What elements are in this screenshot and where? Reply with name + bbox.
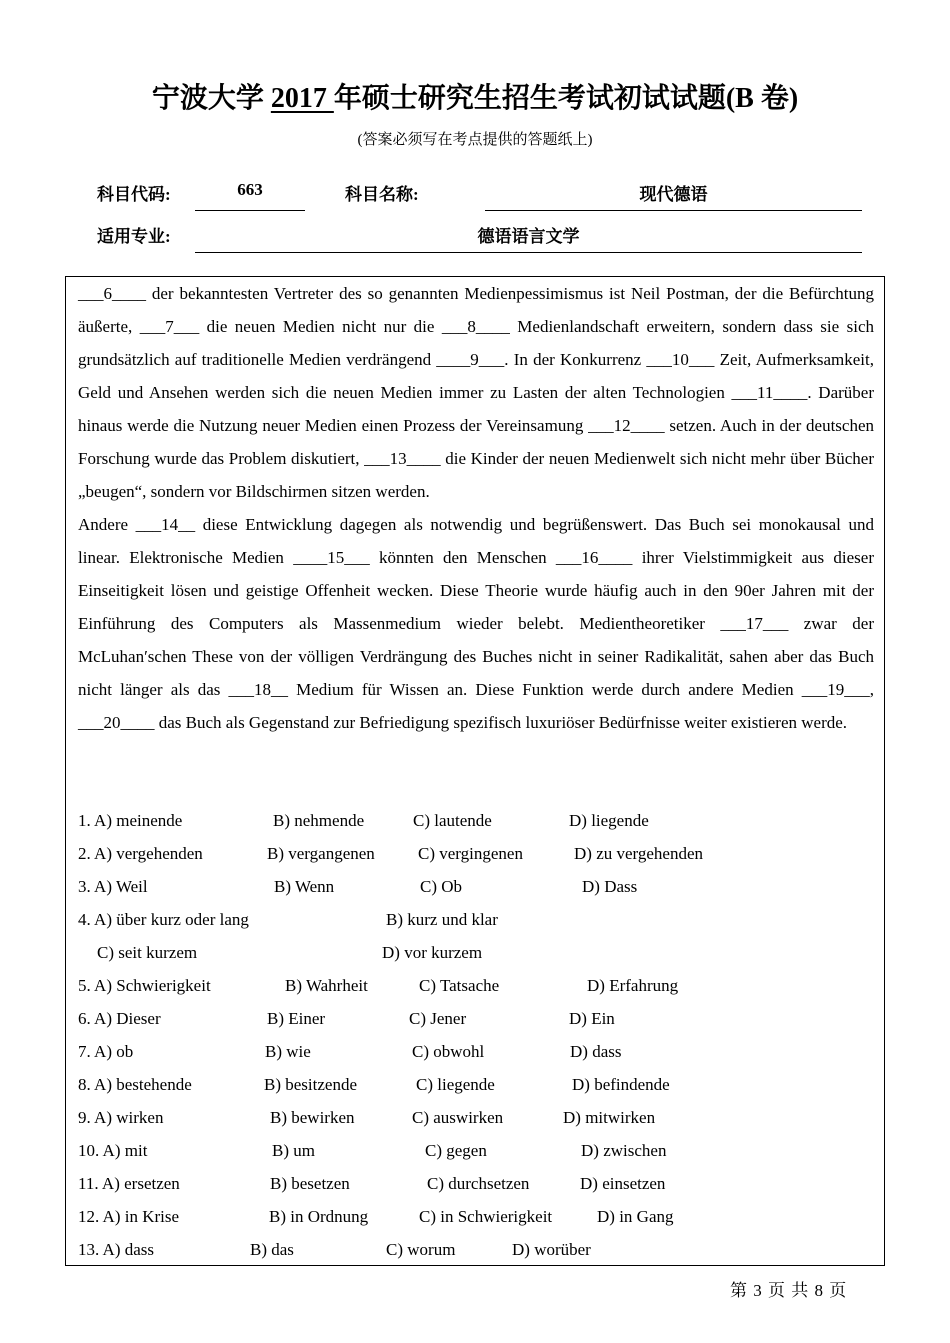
option-b: B) in Ordnung — [269, 1207, 369, 1226]
passage-paragraph-2: Andere ___14__ diese Entwicklung dagegen als notwendig und begrüßenswert. Das Buch sei monokausal und linear. Elektronische Medien ____15___ könnten den Menschen ___16____ ihrer Vielstimmigkeit aus dieser Einseitigkeit lösen und geistige Offenheit wecken. Diese Theorie wurde häufig auch in den 90er Jahren mit der Einführung des Computers als Massenmedium wieder belebt. Medientheoretiker ___17___ zwar der McLuhan′schen These von der völligen Verdrängung des Buches nicht in seiner Radikalität, sahen aber das Buch nicht länger als das ___18__ Medium für Wissen an. Diese Funktion werde durch andere Medien ___19___, ___20____ das Buch als Gegenstand zur Befriedigung spezifisch luxuriöser Bedürfnisse weiter existieren werde. — [78, 515, 874, 732]
option-a: 2. A) vergehenden — [78, 844, 203, 863]
title-prefix: 宁波大学 — [151, 83, 271, 114]
question-5 — [78, 969, 878, 1002]
major-label: 适用专业: — [97, 227, 171, 246]
major-value: 德语语言文学 — [195, 222, 862, 253]
question-12 — [78, 1200, 878, 1233]
option-c: C) worum — [386, 1240, 456, 1259]
question-4 — [78, 903, 878, 936]
option-c: C) obwohl — [412, 1042, 485, 1061]
option-c: C) seit kurzem — [97, 943, 198, 962]
option-b: B) nehmende — [273, 811, 365, 830]
option-b: B) vergangenen — [267, 844, 375, 863]
answer-note: (答案必须写在考点提供的答题纸上) — [357, 132, 593, 148]
option-a: 4. A) über kurz oder lang — [78, 910, 249, 929]
option-d: D) in Gang — [597, 1207, 674, 1226]
option-d: D) dass — [570, 1042, 622, 1061]
option-b: B) um — [272, 1141, 315, 1160]
title-suffix: 年硕士研究生招生考试初试试题(B 卷) — [333, 83, 799, 114]
option-b: B) besetzen — [270, 1174, 350, 1193]
question-11 — [78, 1167, 878, 1200]
subject-code-value: 663 — [195, 180, 305, 211]
question-8 — [78, 1068, 878, 1101]
question-1 — [78, 804, 878, 837]
option-d: D) befindende — [572, 1075, 670, 1094]
option-b: B) das — [250, 1240, 294, 1259]
question-4-continued — [78, 936, 878, 969]
option-d: D) einsetzen — [580, 1174, 666, 1193]
option-d: D) worüber — [512, 1240, 591, 1259]
option-a: 1. A) meinende — [78, 811, 183, 830]
option-c: C) durchsetzen — [427, 1174, 530, 1193]
question-3 — [78, 870, 878, 903]
option-d: D) mitwirken — [563, 1108, 656, 1127]
option-b: B) Wenn — [274, 877, 335, 896]
option-a: 13. A) dass — [78, 1240, 155, 1259]
option-d: D) zu vergehenden — [574, 844, 704, 863]
option-a: 10. A) mit — [78, 1141, 148, 1160]
option-a: 8. A) bestehende — [78, 1075, 192, 1094]
question-10 — [78, 1134, 878, 1167]
option-d: D) liegende — [569, 811, 649, 830]
option-a: 5. A) Schwierigkeit — [78, 976, 211, 995]
question-6 — [78, 1002, 878, 1035]
question-9 — [78, 1101, 878, 1134]
option-b: B) kurz und klar — [386, 910, 498, 929]
option-a: 7. A) ob — [78, 1042, 134, 1061]
option-b: B) Einer — [267, 1009, 326, 1028]
option-a: 3. A) Weil — [78, 877, 148, 896]
page-number: 第 3 页 共 8 页 — [730, 1281, 848, 1300]
option-b: B) besitzende — [264, 1075, 357, 1094]
option-d: D) Erfahrung — [587, 976, 679, 995]
option-a: 6. A) Dieser — [78, 1009, 161, 1028]
subject-name-label: 科目名称: — [345, 185, 419, 204]
option-d: D) Dass — [582, 877, 638, 896]
passage-paragraph-1: ___6____ der bekanntesten Vertreter des so genannten Medienpessimismus ist Neil Postman, der die Befürchtung äußerte, ___7___ die neuen Medien nicht nur die ___8____ Medienlandschaft erweitern, sondern dass sie sich grundsätzlich auf traditionelle Medien verdrängend ____9___. In der Konkurrenz ___10___ Zeit, Aufmerksamkeit, Geld und Ansehen werden sich die neuen Medien immer zu Lasten der alten Technologien ___11____. Darüber hinaus werde die Nutzung neuer Medien einen Prozess der Vereinsamung ___12____ setzen. Auch in der deutschen Forschung wurde das Problem diskutiert, ___13____ die Kinder der neuen Medienwelt sich nicht mehr über Bücher „beugen“, sondern vor Bildschirmen sitzen werden. — [78, 284, 874, 501]
option-d: D) Ein — [569, 1009, 615, 1028]
option-c: C) in Schwierigkeit — [419, 1207, 553, 1226]
subject-code-label: 科目代码: — [97, 185, 171, 204]
option-c: C) Tatsache — [419, 976, 500, 995]
question-2 — [78, 837, 878, 870]
option-a: 9. A) wirken — [78, 1108, 164, 1127]
question-7 — [78, 1035, 878, 1068]
subject-name-value: 现代德语 — [485, 180, 862, 211]
question-13 — [78, 1233, 878, 1266]
option-c: C) liegende — [416, 1075, 495, 1094]
option-c: C) vergingenen — [418, 844, 523, 863]
option-c: C) Jener — [409, 1009, 467, 1028]
option-c: C) Ob — [420, 877, 463, 896]
option-d: D) vor kurzem — [382, 943, 483, 962]
option-c: C) gegen — [425, 1141, 487, 1160]
option-b: B) bewirken — [270, 1108, 355, 1127]
option-a: 11. A) ersetzen — [78, 1174, 180, 1193]
title-year: 2017 — [270, 83, 334, 114]
option-b: B) Wahrheit — [285, 976, 368, 995]
option-c: C) auswirken — [412, 1108, 504, 1127]
option-d: D) zwischen — [581, 1141, 667, 1160]
option-a: 12. A) in Krise — [78, 1207, 180, 1226]
option-c: C) lautende — [413, 811, 492, 830]
reading-passage — [78, 277, 874, 739]
option-b: B) wie — [265, 1042, 311, 1061]
exam-title — [0, 76, 950, 116]
